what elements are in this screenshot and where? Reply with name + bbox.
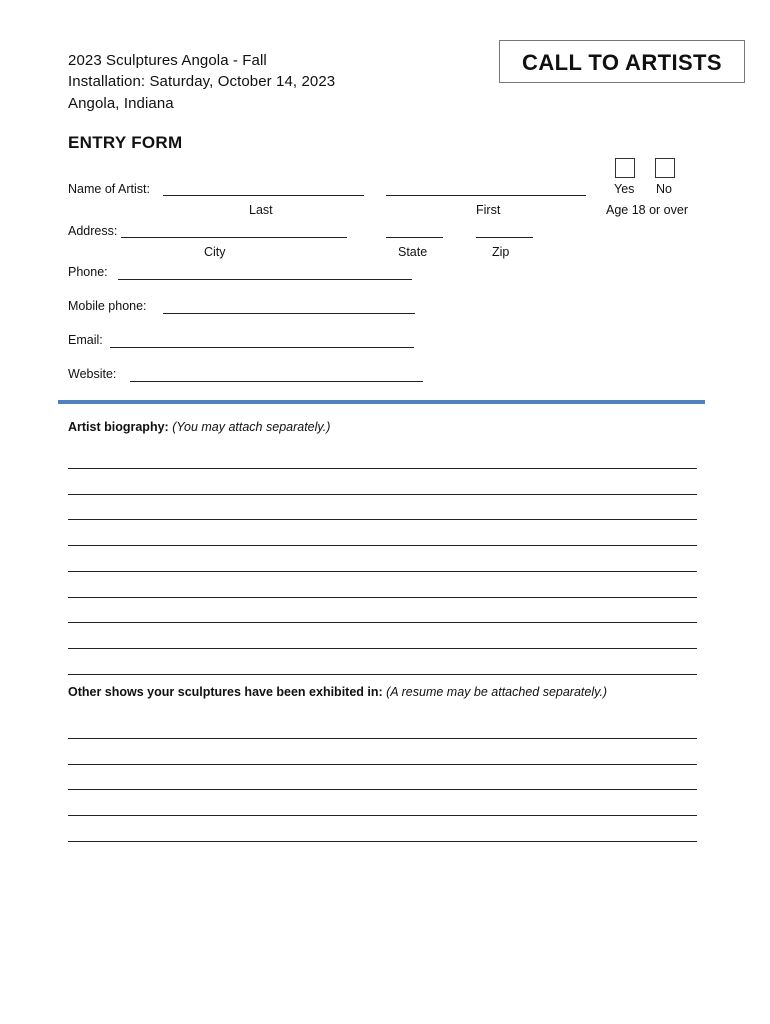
biography-label: Artist biography: xyxy=(68,420,169,434)
phone-field[interactable] xyxy=(118,279,412,280)
city-caption: City xyxy=(204,245,226,259)
biography-line[interactable] xyxy=(68,519,697,520)
section-divider xyxy=(58,400,705,404)
city-field[interactable] xyxy=(121,237,347,238)
state-caption: State xyxy=(398,245,428,259)
event-title: 2023 Sculptures Angola - Fall xyxy=(68,52,267,69)
mobile-label: Mobile phone: xyxy=(68,299,147,313)
website-field[interactable] xyxy=(130,381,423,382)
shows-line[interactable] xyxy=(68,764,697,765)
biography-note: (You may attach separately.) xyxy=(172,420,331,434)
age-no-label: No xyxy=(656,182,672,196)
biography-line[interactable] xyxy=(68,622,697,623)
first-caption: First xyxy=(476,203,501,217)
biography-line[interactable] xyxy=(68,494,697,495)
first-name-field[interactable] xyxy=(386,195,586,196)
biography-line[interactable] xyxy=(68,674,697,675)
mobile-field[interactable] xyxy=(163,313,415,314)
shows-line[interactable] xyxy=(68,789,697,790)
biography-line[interactable] xyxy=(68,545,697,546)
call-to-artists-box: CALL TO ARTISTS xyxy=(499,40,745,83)
email-field[interactable] xyxy=(110,347,414,348)
name-label: Name of Artist: xyxy=(68,182,150,196)
zip-caption: Zip xyxy=(492,245,510,259)
last-caption: Last xyxy=(249,203,273,217)
address-label: Address: xyxy=(68,224,118,238)
biography-line[interactable] xyxy=(68,571,697,572)
shows-line[interactable] xyxy=(68,841,697,842)
shows-label: Other shows your sculptures have been exhibited in: xyxy=(68,685,383,699)
phone-label: Phone: xyxy=(68,265,108,279)
biography-line[interactable] xyxy=(68,597,697,598)
shows-heading xyxy=(68,685,607,699)
entry-form-title: ENTRY FORM xyxy=(68,133,183,152)
shows-line[interactable] xyxy=(68,738,697,739)
shows-note: (A resume may be attached separately.) xyxy=(386,685,608,699)
last-name-field[interactable] xyxy=(163,195,364,196)
website-label: Website: xyxy=(68,367,117,381)
age-caption: Age 18 or over xyxy=(606,203,688,217)
email-label: Email: xyxy=(68,333,103,347)
age-no-checkbox[interactable] xyxy=(655,158,675,178)
shows-line[interactable] xyxy=(68,815,697,816)
age-yes-checkbox[interactable] xyxy=(615,158,635,178)
state-field[interactable] xyxy=(386,237,443,238)
installation-date: Installation: Saturday, October 14, 2023 xyxy=(68,73,336,90)
age-yes-label: Yes xyxy=(614,182,635,196)
biography-line[interactable] xyxy=(68,468,697,469)
event-location: Angola, Indiana xyxy=(68,95,174,112)
biography-line[interactable] xyxy=(68,648,697,649)
biography-heading xyxy=(68,420,330,434)
zip-field[interactable] xyxy=(476,237,533,238)
